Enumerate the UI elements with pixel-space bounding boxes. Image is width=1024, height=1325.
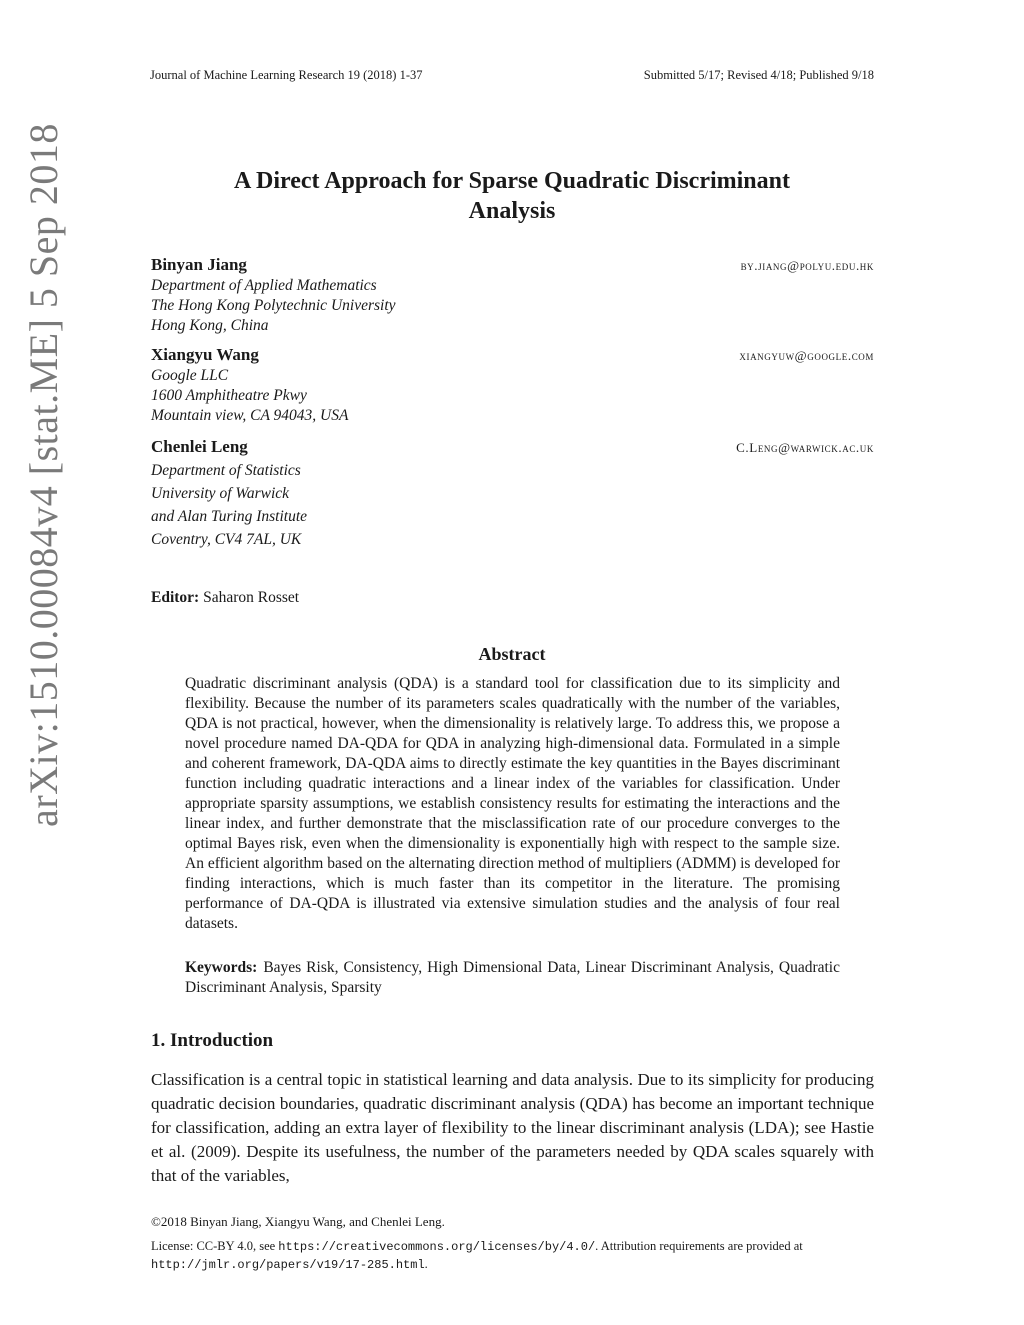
affiliation-line: 1600 Amphitheatre Pkwy [151,387,307,404]
abstract-text: Quadratic discriminant analysis (QDA) is a standard tool for classification due to its simplicity and flexibility. Because the number of its parameters scales quadratically with the number of the variables, QDA is not practical, however, when the dimensionality is relatively large. To address this, we propose a novel procedure named DA-QDA for QDA in analyzing high-dimensional data. Formulated in a simple and coherent framework, DA-QDA aims to directly estimate the key quantities in the Bayes discriminant function including quadratic interactions and a linear index of the variables for classification. Under appropriate sparsity assumptions, we establish consistency results for estimating the interactions and the linear index, and further demonstrate that the misclassification rate of our procedure converges to the optimal Bayes risk, even when the dimensionality is exponentially high with respect to the sample size. An efficient algorithm based on the alternating direction method of multipliers (ADMM) is developed for finding interactions, which is much faster than its competitor in the literature. The promising performance of DA-QDA is illustrated via extensive simulation studies and the analysis of four real datasets. [185,675,840,932]
keywords-text: Bayes Risk, Consistency, High Dimensional Data, Linear Discriminant Analysis, Quadratic Discriminant Analysis, Sparsity [185,959,840,996]
section-heading-introduction: 1. Introduction [151,1030,274,1051]
editor-label: Editor: [151,589,200,606]
affiliation-line: Google LLC [151,367,229,384]
editor-name: Saharon Rosset [203,589,300,606]
license-notice [151,1238,874,1274]
copyright-notice: ©2018 Binyan Jiang, Xiangyu Wang, and Chenlei Leng. [151,1214,445,1229]
affiliation-line: Department of Applied Mathematics [151,277,377,294]
paper-title [150,166,874,226]
license-prefix: License: CC-BY 4.0, see [151,1239,276,1253]
author-email-1[interactable]: by.jiang@polyu.edu.hk [740,258,874,273]
author-affiliation-1 [151,276,396,336]
arxiv-stamp: arXiv:1510.00084v4 [stat.ME] 5 Sep 2018 [20,123,66,827]
affiliation-line: Mountain view, CA 94043, USA [151,407,349,424]
introduction-text: Classification is a central topic in statistical learning and data analysis. Due to its simplicity for producing quadratic decision boundaries, quadratic discriminant analysis (QDA) has become an important technique for classification, adding an extra layer of flexibility to the linear discriminant analysis (LDA); see Hastie et al. (2009). Despite its usefulness, the number of the parameters needed by QDA scales squarely with that of the variables, [151,1070,874,1185]
license-mid: . Attribution requirements are provided at [595,1239,803,1253]
submission-dates: Submitted 5/17; Revised 4/18; Published 9/18 [643,68,874,82]
editor-line [151,589,299,607]
author-name-2: Xiangyu Wang [151,345,259,364]
author-name-1: Binyan Jiang [151,255,247,274]
license-link[interactable]: https://creativecommons.org/licenses/by/4.0/ [278,1240,596,1254]
affiliation-line: Department of Statistics [151,462,301,479]
title-line-1: A Direct Approach for Sparse Quadratic Discriminant [234,168,790,194]
author-name-3: Chenlei Leng [151,437,248,456]
affiliation-line: Hong Kong, China [151,317,269,334]
journal-header: Journal of Machine Learning Research 19 (2018) 1-37 [150,68,423,82]
author-affiliation-3 [151,459,307,551]
keywords [185,958,840,998]
abstract-heading: Abstract [478,644,546,664]
affiliation-line: and Alan Turing Institute [151,508,308,525]
license-end: . [424,1257,428,1271]
paper-link[interactable]: http://jmlr.org/papers/v19/17-285.html [151,1258,425,1272]
keywords-label: Keywords: [185,959,258,976]
author-email-3[interactable]: C.Leng@warwick.ac.uk [736,440,874,455]
affiliation-line: University of Warwick [151,485,290,502]
author-affiliation-2 [151,366,348,426]
affiliation-line: The Hong Kong Polytechnic University [151,297,396,314]
author-email-2[interactable]: xiangyuw@google.com [739,348,874,363]
affiliation-line: Coventry, CV4 7AL, UK [151,531,302,548]
title-line-2: Analysis [468,198,556,224]
